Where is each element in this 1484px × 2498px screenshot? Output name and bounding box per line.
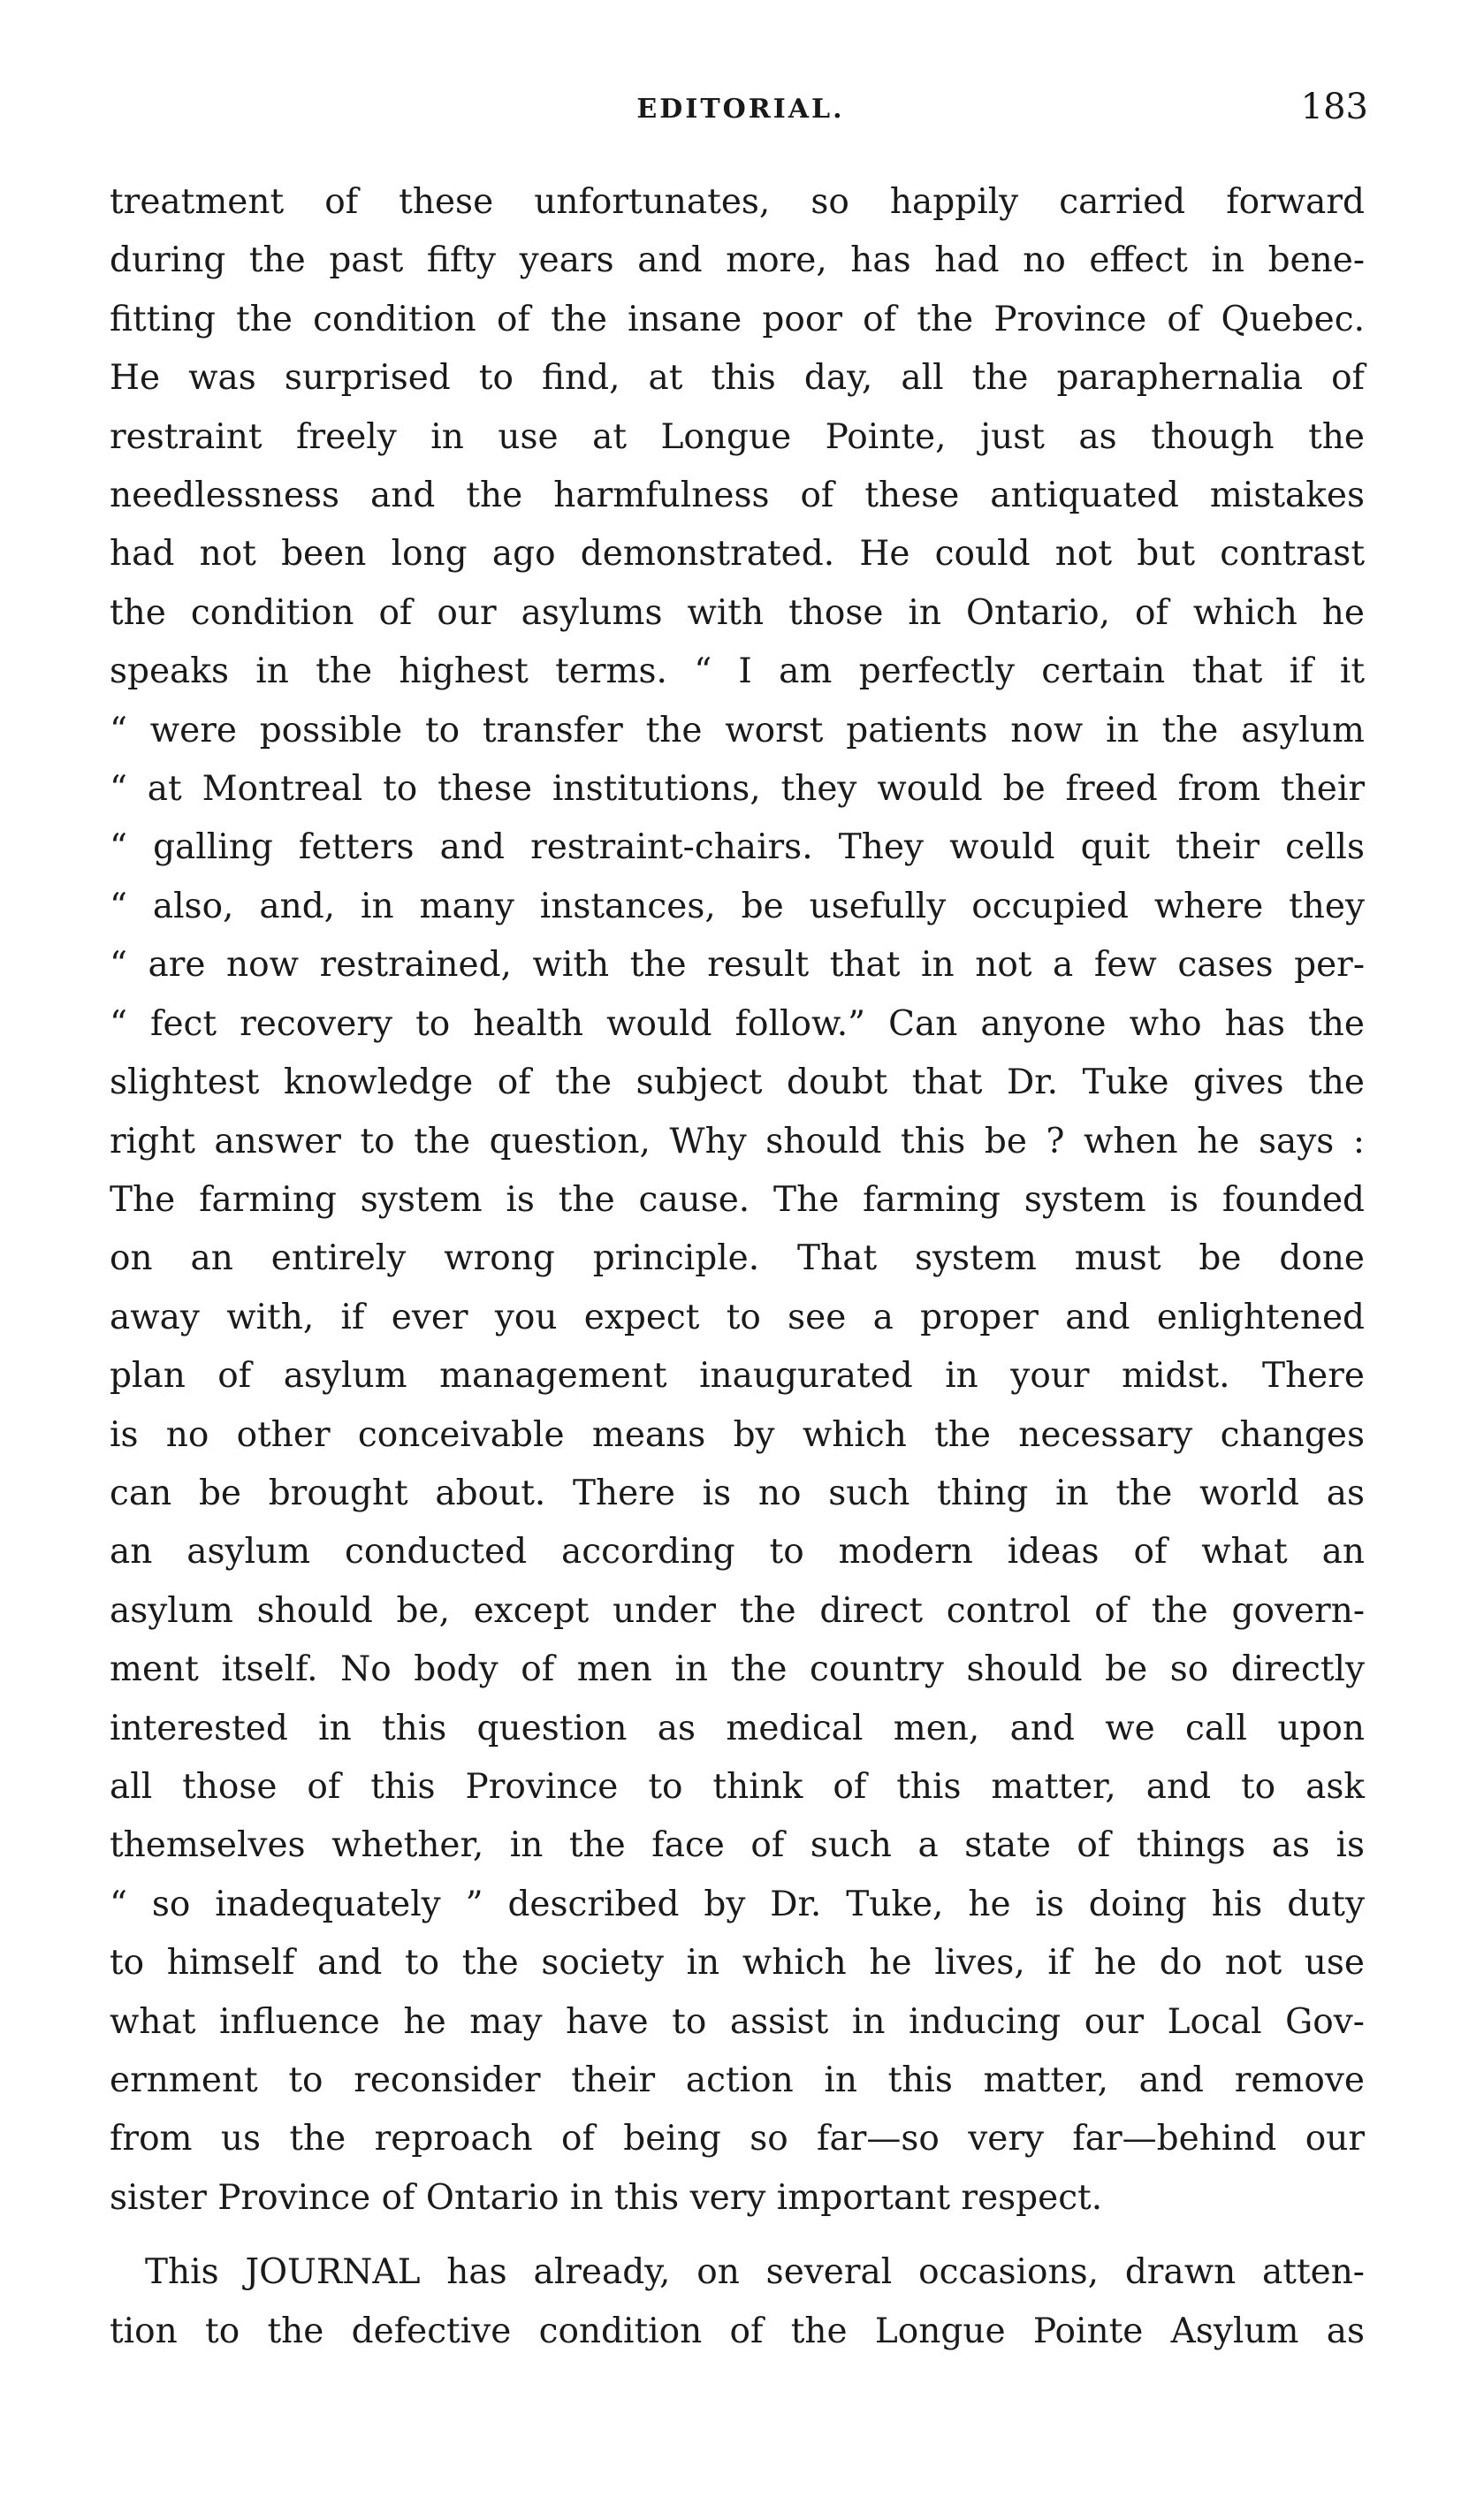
text-line: This JOURNAL has already, on several occasions, drawn atten-: [145, 2252, 1365, 2293]
running-head: [113, 87, 1368, 140]
paragraph-gap: [110, 2228, 1365, 2243]
text-line: all those of this Province to think of this matter, and to ask: [110, 1766, 1365, 1807]
text-line: to himself and to the society in which he lives, if he do not use: [110, 1943, 1365, 1984]
body-text: [110, 173, 1365, 2361]
text-line: an asylum conducted according to modern ideas of what an: [110, 1532, 1365, 1573]
text-line: “ also, and, in many instances, be usefully occupied where they: [110, 886, 1365, 926]
text-line: “ so inadequately ” described by Dr. Tuke, he is doing his duty: [110, 1884, 1365, 1924]
text-line: slightest knowledge of the subject doubt that Dr. Tuke gives the: [110, 1062, 1365, 1103]
text-line: The farming system is the cause. The farming system is founded: [110, 1179, 1365, 1220]
text-line: asylum should be, except under the direct control of the govern-: [110, 1590, 1365, 1631]
text-line: “ fect recovery to health would follow.” Can anyone who has the: [110, 1003, 1365, 1044]
text-line: interested in this question as medical men, and we call upon: [110, 1708, 1365, 1748]
text-line: what influence he may have to assist in inducing our Local Gov-: [110, 2001, 1365, 2042]
text-line: had not been long ago demonstrated. He could not but contrast: [110, 534, 1365, 575]
text-line: tion to the defective condition of the Longue Pointe Asylum as: [110, 2311, 1365, 2351]
text-line: can be brought about. There is no such thing in the world as: [110, 1473, 1365, 1513]
text-line: fitting the condition of the insane poor of the Province of Quebec.: [110, 299, 1365, 339]
text-line: ment itself. No body of men in the country should be so directly: [110, 1649, 1365, 1690]
text-line: the condition of our asylums with those in Ontario, of which he: [110, 592, 1365, 633]
text-line: from us the reproach of being so far—so very far—behind our: [110, 2119, 1365, 2159]
text-line: He was surprised to find, at this day, all the paraphernalia of: [110, 358, 1365, 399]
text-line: restraint freely in use at Longue Pointe, just as though the: [110, 416, 1365, 457]
text-line: treatment of these unfortunates, so happily carried forward: [110, 182, 1365, 222]
text-line: “ galling fetters and restraint-chairs. They would quit their cells: [110, 827, 1365, 868]
text-line: plan of asylum management inaugurated in your midst. There: [110, 1356, 1365, 1397]
paragraph-1: [110, 173, 1365, 2228]
text-line: needlessness and the harmfulness of these antiquated mistakes: [110, 476, 1365, 516]
text-line: “ were possible to transfer the worst patients now in the asylum: [110, 710, 1365, 750]
page-number: 183: [1300, 87, 1368, 127]
text-line: during the past fifty years and more, has had no effect in bene-: [110, 240, 1365, 281]
running-title: EDITORIAL.: [636, 94, 845, 125]
text-line: themselves whether, in the face of such a state of things as is: [110, 1825, 1365, 1866]
text-line: is no other conceivable means by which the necessary changes: [110, 1414, 1365, 1455]
text-line: sister Province of Ontario in this very important respect.: [110, 2177, 1103, 2218]
text-line: “ are now restrained, with the result that in not a few cases per-: [110, 945, 1365, 986]
text-line: ernment to reconsider their action in this matter, and remove: [110, 2060, 1365, 2100]
text-line: away with, if ever you expect to see a proper and enlightened: [110, 1297, 1365, 1337]
text-line: speaks in the highest terms. “ I am perfectly certain that if it: [110, 651, 1365, 692]
text-line: right answer to the question, Why should this be ? when he says :: [110, 1121, 1365, 1161]
text-line: “ at Montreal to these institutions, they would be freed from their: [110, 769, 1365, 810]
paragraph-2: [110, 2243, 1365, 2361]
text-line: on an entirely wrong principle. That system must be done: [110, 1238, 1365, 1279]
